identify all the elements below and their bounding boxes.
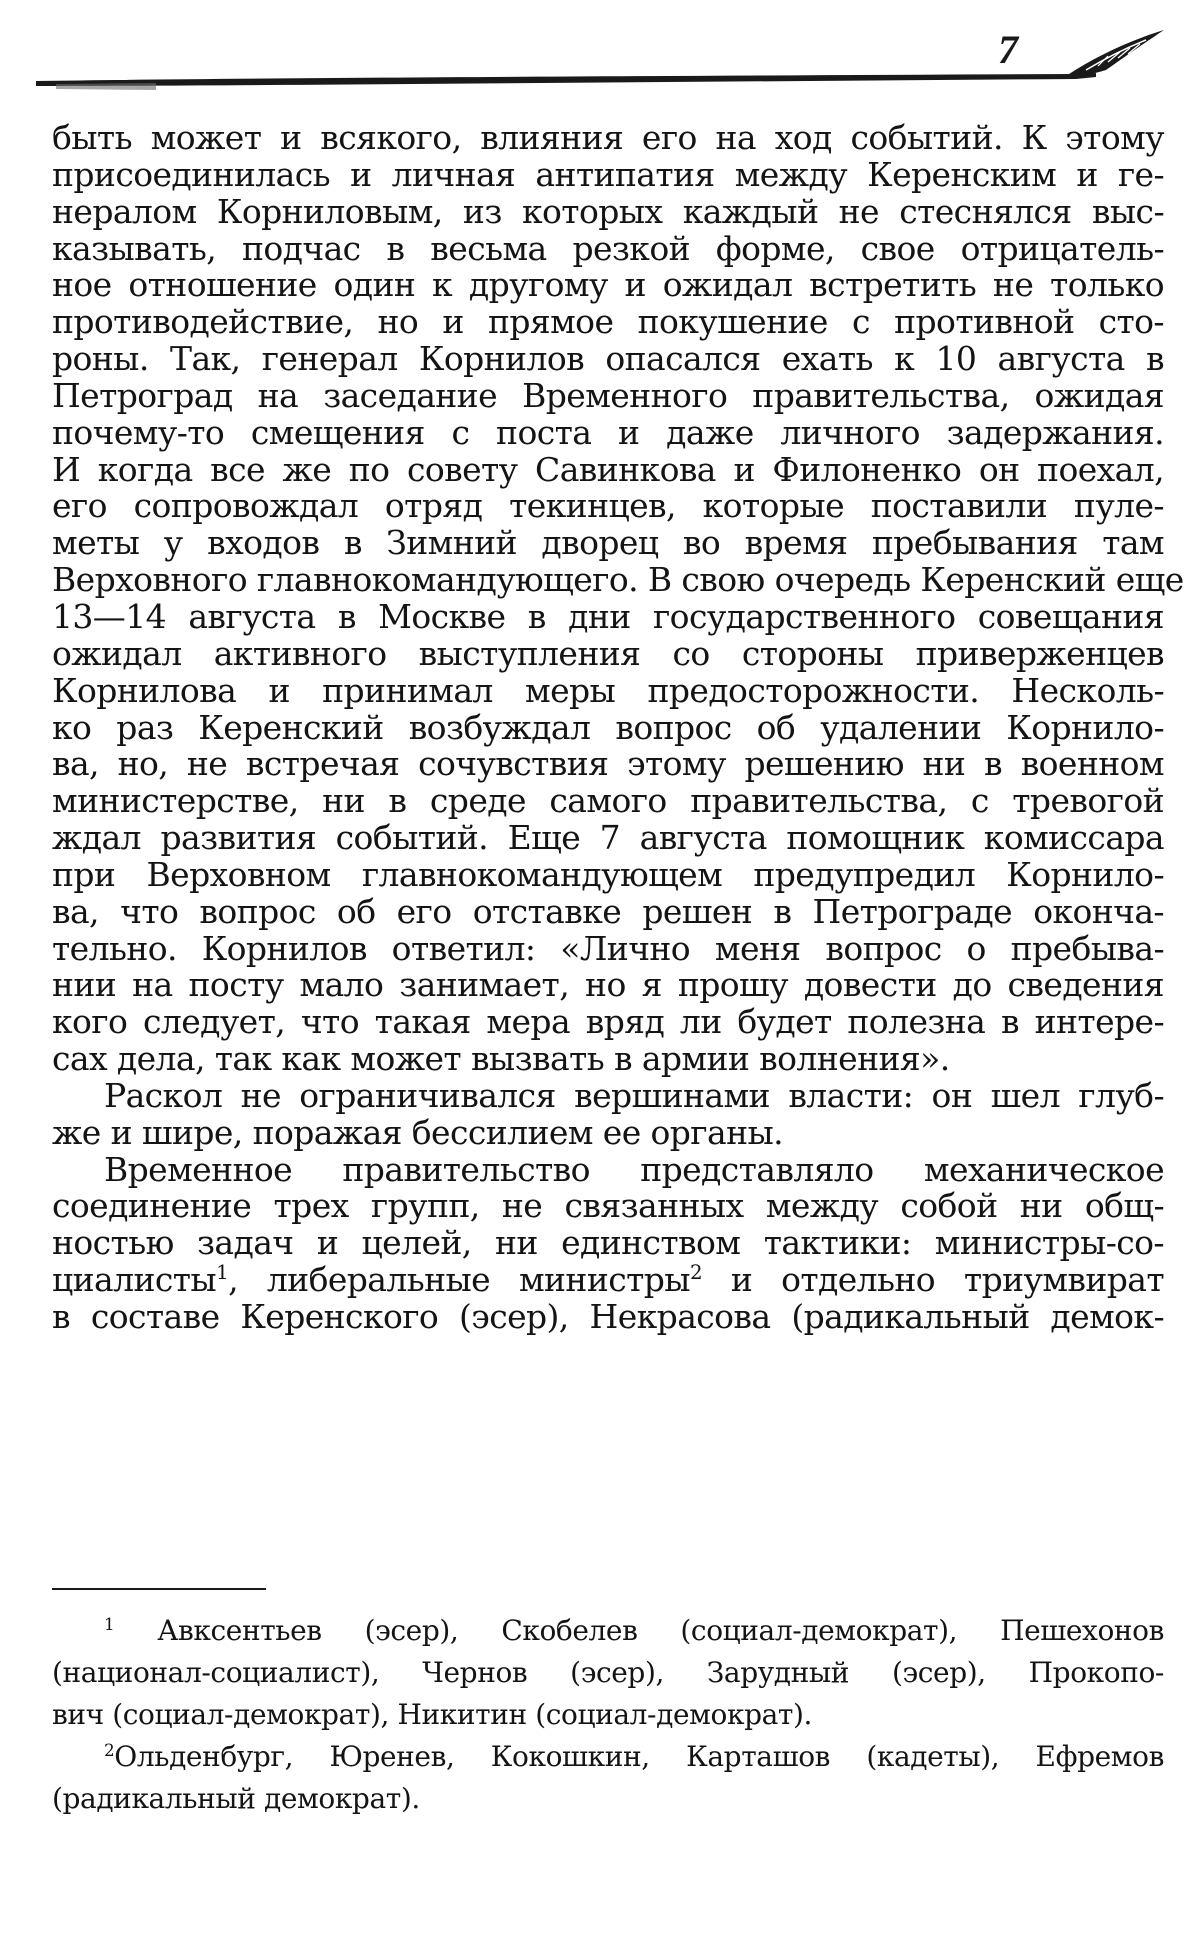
footnotes (52, 1610, 1164, 1820)
text-line: нии на посту мало занимает, но я прошу довести до сведения (52, 965, 1164, 1005)
text-line: ко раз Керенский возбуждал вопрос об удалении Корнило- (52, 707, 1164, 747)
text-line: соединение трех групп, не связанных между собой ни общ- (52, 1186, 1164, 1226)
text-line: сах дела, так как может вызвать в армии волнения». (52, 1039, 950, 1079)
text-line: Временное правительство представляло механическое (104, 1149, 1164, 1189)
footnote-divider (52, 1588, 266, 1590)
text-fragment: , либеральные министры (228, 1260, 690, 1300)
text-line: быть может и всякого, влияния его на ход событий. К этому (52, 118, 1164, 157)
text-line: нералом Корниловым, из которых каждый не стеснялся выс- (52, 191, 1164, 231)
text-fragment: и отдельно триумвират (730, 1260, 1165, 1300)
footnote-1-line (52, 1610, 1164, 1652)
text-line: его сопровождал отряд текинцев, которые поставили пуле- (52, 486, 1164, 526)
text-line: Раскол не ограничивался вершинами власти: он шел глуб- (104, 1075, 1164, 1115)
text-line: меты у входов в Зимний дворец во время пребывания там (52, 523, 1164, 563)
text-line: 13—14 августа в Москве в дни государственного совещания (52, 596, 1164, 636)
footnote-ref-2[interactable]: 2 (689, 1261, 702, 1285)
text-line: ва, что вопрос об его отставке решен в Петрограде оконча- (52, 891, 1164, 931)
footnote-ref-1[interactable]: 1 (216, 1261, 229, 1285)
footnote-2-line (52, 1736, 1164, 1778)
text-line: министерстве, ни в среде самого правительства, с тревогой (52, 781, 1164, 821)
text-line-with-footnote-refs (52, 1262, 1164, 1299)
text-line: ностью задач и целей, ни единством тактики: министры-со- (52, 1223, 1164, 1263)
text-line: при Верховном главнокомандующем предупредил Корнило- (52, 854, 1164, 894)
text-line: ждал развития событий. Еще 7 августа помощник комиссара (52, 818, 1164, 858)
running-head (36, 26, 1166, 96)
footnote-marker-2: 2 (104, 1739, 115, 1760)
page-number: 7 (998, 27, 1018, 72)
text-line: ва, но, не встречая сочувствия этому решению ни в военном (52, 744, 1164, 784)
footnote-2-line: (радикальный демократ). (52, 1782, 420, 1815)
text-line: присоединилась и личная антипатия между Керенским и ге- (52, 154, 1164, 194)
text-line: ное отношение один к другому и ожидал встретить не только (52, 265, 1164, 305)
text-line: Петроград на заседание Временного правительства, ожидая (52, 375, 1164, 415)
footnote-text: Авксентьев (эсер), Скобелев (социал-демократ), Пешехонов (157, 1614, 1164, 1647)
text-line: И когда все же по совету Савинкова и Филоненко он поехал, (52, 449, 1164, 489)
body-text (52, 118, 1184, 1336)
text-line: противодействие, но и прямое покушение с противной сто- (52, 302, 1164, 342)
text-line: же и шире, поражая бессилием ее органы. (52, 1112, 784, 1152)
text-line: роны. Так, генерал Корнилов опасался ехать к 10 августа в (52, 339, 1164, 379)
text-line: Верховного главнокомандующего. В свою очередь Керенский еще (52, 560, 1184, 600)
footnote-1-line: (национал-социалист), Чернов (эсер), Зарудный (эсер), Прокопо- (52, 1656, 1164, 1689)
decorative-rule-icon (36, 26, 1166, 96)
text-line: в составе Керенского (эсер), Некрасова (радикальный демок- (52, 1297, 1164, 1336)
footnote-1-line: вич (социал-демократ), Никитин (социал-демократ). (52, 1698, 812, 1731)
text-line: Корнилова и принимал меры предосторожности. Несколь- (52, 670, 1164, 710)
text-line: казывать, подчас в весьма резкой форме, свое отрицатель- (52, 228, 1164, 268)
text-line: тельно. Корнилов ответил: «Лично меня вопрос о пребыва- (52, 928, 1164, 968)
footnote-marker-1: 1 (104, 1613, 115, 1634)
text-line: кого следует, что такая мера вряд ли будет полезна в интере- (52, 1002, 1164, 1042)
footnote-text: Ольденбург, Юренев, Кокошкин, Карташов (кадеты), Ефремов (114, 1740, 1164, 1773)
text-line: почему-то смещения с поста и даже личного задержания. (52, 412, 1164, 452)
text-fragment: циалисты (52, 1260, 217, 1300)
text-line: ожидал активного выступления со стороны приверженцев (52, 633, 1164, 673)
